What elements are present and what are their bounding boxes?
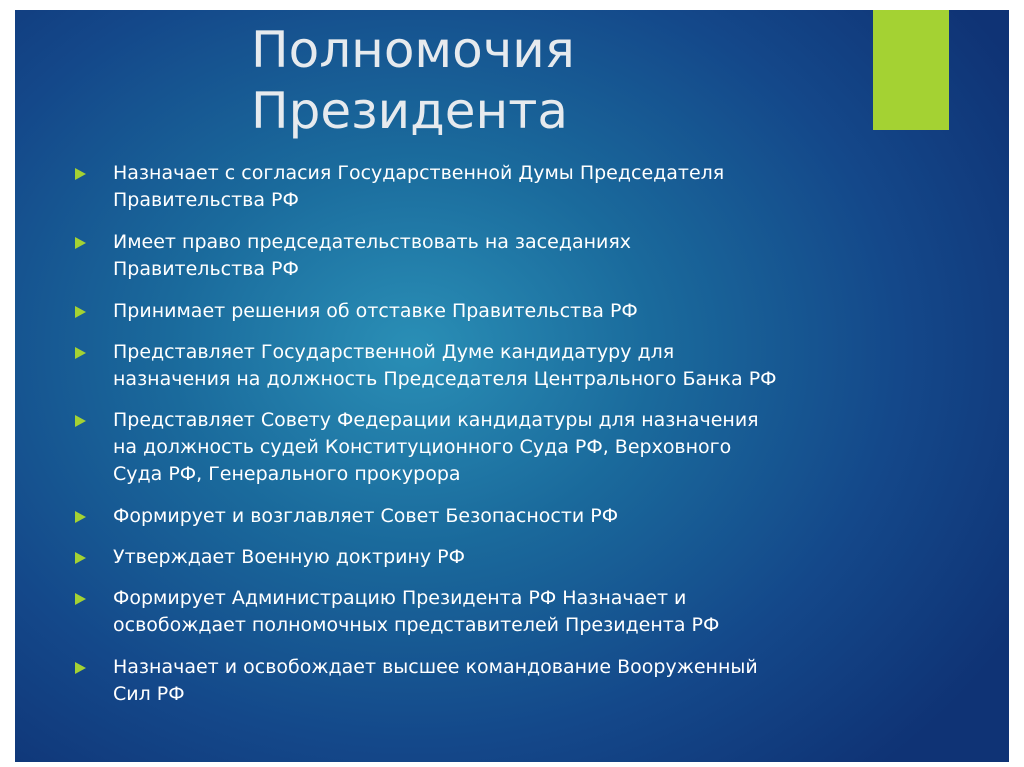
bullet-arrow-icon [75,552,86,564]
bullet-line: Представляет Государственной Думе кандидатуру для [113,341,675,363]
bullet-line: Представляет Совету Федерации кандидатуры для назначения [113,409,759,431]
bullet-line: Формирует Администрацию Президента РФ Назначает и [113,587,687,609]
bullet-item [75,654,975,708]
bullet-arrow-icon [75,306,86,318]
bullet-item [75,544,975,571]
bullet-text [113,503,833,530]
bullet-line: Назначает и освобождает высшее командование Вооруженный [113,656,758,678]
bullet-item [75,229,975,283]
bullet-line: Назначает с согласия Государственной Думы Председателя [113,162,725,184]
bullet-item [75,298,975,325]
bullet-text [113,654,833,708]
bullet-text [113,229,833,283]
bullet-text [113,339,833,393]
bullet-line: Формирует и возглавляет Совет Безопасности РФ [113,505,619,527]
bullet-item [75,585,975,639]
bullet-line: Имеет право председательствовать на заседаниях [113,231,632,253]
accent-bar [873,10,949,130]
bullet-line: Утверждает Военную доктрину РФ [113,546,465,568]
bullet-arrow-icon [75,511,86,523]
bullet-arrow-icon [75,237,86,249]
bullet-text [113,160,833,214]
bullet-arrow-icon [75,347,86,359]
bullet-text [113,544,833,571]
bullet-line: освобождает полномочных представителей Президента РФ [113,614,720,636]
bullet-line: Суда РФ, Генерального прокурора [113,463,461,485]
bullet-arrow-icon [75,168,86,180]
bullet-arrow-icon [75,662,86,674]
bullet-text [113,298,833,325]
bullet-item [75,503,975,530]
bullet-item [75,339,975,393]
bullet-item [75,407,975,488]
bullet-line: Сил РФ [113,683,185,705]
bullet-text [113,407,833,488]
bullet-line: на должность судей Конституционного Суда РФ, Верховного [113,436,732,458]
bullet-text [113,585,833,639]
title-line-1: Полномочия [251,21,575,79]
title-line-2: Президента [251,82,568,140]
bullet-line: назначения на должность Председателя Центрального Банка РФ [113,368,777,390]
bullet-line: Правительства РФ [113,258,299,280]
bullet-arrow-icon [75,593,86,605]
slide-title [251,20,811,142]
bullet-line: Принимает решения об отставке Правительства РФ [113,300,638,322]
bullet-item [75,160,975,214]
slide [15,10,1009,762]
bullet-arrow-icon [75,415,86,427]
bullet-line: Правительства РФ [113,189,299,211]
